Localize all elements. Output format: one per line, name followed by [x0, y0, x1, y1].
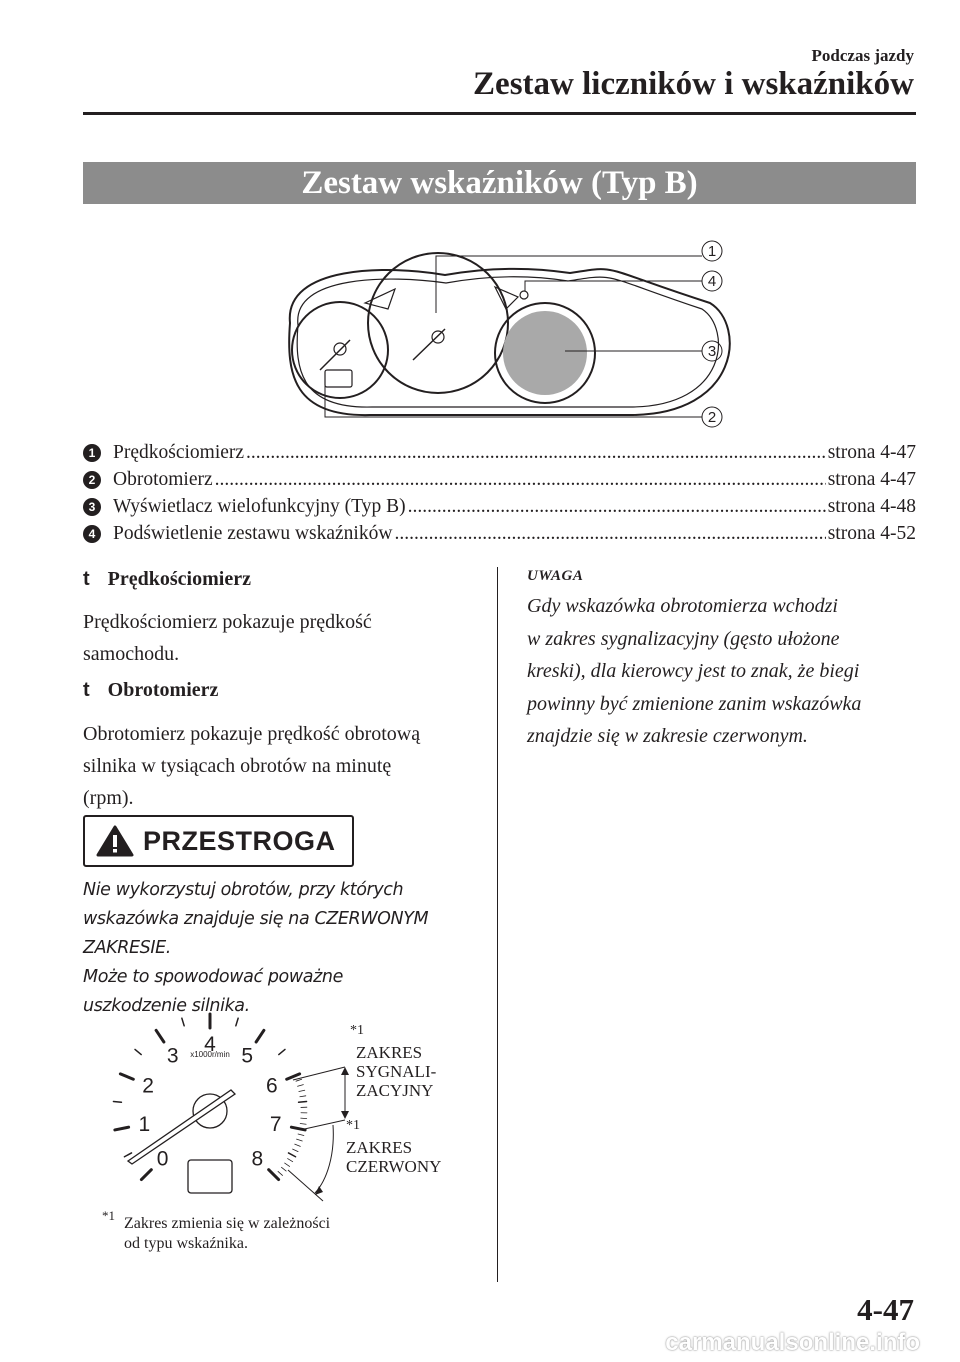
text-line: kreski), dla kierowcy jest to znak, że biegi: [527, 660, 860, 682]
text-line: w zakres sygnalizacyjny (gęsto ułożone: [527, 627, 840, 650]
tacho-number-4: 4: [204, 1033, 216, 1056]
toc-leader-dots: [215, 469, 826, 491]
text-line: (rpm).: [83, 787, 134, 809]
heading-speedometer: [83, 568, 251, 591]
speedometer-needle: [413, 329, 445, 360]
tacho-number-8: 8: [251, 1147, 264, 1171]
warning-triangle-icon: [95, 824, 135, 858]
signal-range-mark: *1: [350, 1023, 364, 1038]
callout-3: 3: [707, 343, 717, 360]
callout-2: 2: [707, 409, 717, 426]
tacho-signal-tick: [281, 1167, 286, 1171]
tacho-unit: x1000r/min: [190, 1050, 230, 1059]
heading-tachometer: [83, 679, 218, 702]
toc-number: 3: [83, 498, 101, 516]
instrument-cluster-illustration: [270, 225, 750, 440]
leader-line-4: [525, 281, 702, 291]
signal-range-label: [356, 1043, 436, 1100]
text-line: Może to spowodować poważne: [83, 967, 343, 987]
callout-1: 1: [707, 243, 717, 260]
toc-leader-dots: [394, 523, 825, 545]
text-line: Gdy wskazówka obrotomierza wchodzi: [527, 595, 838, 617]
tacho-major-tick: [120, 1074, 133, 1079]
illumination-lamp: [520, 291, 528, 299]
toc-item-tachometer: [83, 469, 916, 491]
gauge-edge-line: [288, 1170, 323, 1201]
tacho-signal-tick: [288, 1159, 293, 1162]
tacho-number-1: 1: [138, 1113, 151, 1137]
tacho-minor-tick: [279, 1049, 285, 1054]
tacho-minor-tick: [135, 1049, 141, 1054]
text-line: samochodu.: [83, 643, 180, 665]
text-line: Nie wykorzystuj obrotów, przy których: [83, 880, 404, 900]
tacho-major-tick: [156, 1030, 164, 1042]
text-line: ZAKRESIE.: [83, 938, 171, 958]
tachometer-illustration: [95, 1005, 475, 1210]
watermark: carmanualsonline.info: [665, 1329, 920, 1356]
leader-line-2: [325, 375, 702, 417]
footnote-text: [124, 1214, 330, 1254]
note-title: UWAGA: [527, 568, 584, 584]
tacho-signal-tick: [298, 1085, 304, 1087]
heading-bullet: t: [83, 568, 90, 590]
toc-leader-dots: [246, 442, 826, 464]
red-range-mark: *1: [346, 1118, 360, 1133]
tacho-minor-tick: [124, 1153, 131, 1157]
note-text: [527, 590, 917, 753]
tacho-number-7: 7: [269, 1113, 282, 1137]
toc-label: Wyświetlacz wielofunkcyjny (Typ B): [113, 496, 406, 517]
tacho-signal-tick: [290, 1154, 295, 1157]
multi-info-display: [503, 311, 587, 395]
text-line: wskazówka znajduje się na CZERWONYM: [83, 909, 429, 929]
tacho-signal-tick: [298, 1134, 304, 1136]
toc-page-ref: strona 4-47: [827, 469, 916, 490]
caution-box: [83, 815, 354, 867]
text-line: CZERWONY: [346, 1157, 442, 1176]
text-line: Zakres zmienia się w zależności: [124, 1215, 331, 1232]
tacho-major-tick: [141, 1170, 151, 1180]
toc-number: 4: [83, 525, 101, 543]
text-line: uszkodzenie silnika.: [83, 996, 250, 1016]
text-line: znajdzie się w zakresie czerwonym.: [527, 725, 808, 747]
toc-page-ref: strona 4-47: [827, 442, 916, 463]
toc-item-illumination: [83, 523, 916, 545]
tacho-number-6: 6: [266, 1074, 278, 1098]
tacho-signal-tick: [295, 1144, 301, 1146]
header-rule: [83, 112, 916, 115]
text-line: od typu wskaźnika.: [124, 1235, 248, 1252]
speedometer-needle-hub: [432, 331, 444, 343]
text-line: Obrotomierz pokazuje prędkość obrotową: [83, 723, 421, 745]
heading-text: Prędkościomierz: [107, 568, 251, 590]
red-range-line: [300, 1120, 345, 1130]
tacho-major-tick: [256, 1030, 264, 1042]
red-range-label: [346, 1138, 441, 1176]
column-divider: [497, 567, 498, 1282]
section-banner: Zestaw wskaźników (Typ B): [83, 162, 916, 204]
paragraph-tachometer: [83, 718, 420, 814]
text-line: ZACYJNY: [356, 1081, 434, 1100]
callout-4: 4: [707, 273, 717, 290]
text-line: powinny być zmienione zanim wskazówka: [527, 692, 862, 715]
tacho-number-0: 0: [156, 1147, 169, 1171]
chapter-title: Zestaw liczników i wskaźników: [473, 66, 914, 102]
toc-item-speedometer: [83, 442, 916, 464]
caution-text: [83, 876, 503, 1021]
footnote-mark: *1: [102, 1208, 115, 1223]
tacho-number-2: 2: [142, 1074, 154, 1098]
section-label: Podczas jazdy: [811, 46, 914, 65]
text-line: ZAKRES: [356, 1043, 423, 1062]
tachometer-display: [325, 370, 352, 387]
caution-title: PRZESTROGA: [143, 825, 336, 856]
tacho-signal-tick: [297, 1139, 303, 1141]
tacho-signal-tick: [278, 1171, 282, 1175]
tacho-number-5: 5: [241, 1044, 254, 1068]
paragraph-speedometer: [83, 606, 372, 670]
text-line: Prędkościomierz pokazuje prędkość: [83, 611, 372, 633]
red-range-arc: [315, 1125, 333, 1193]
heading-bullet: t: [83, 679, 90, 701]
toc-label: Obrotomierz: [113, 469, 213, 490]
text-line: SYGNALI-: [356, 1062, 437, 1081]
text-line: silnika w tysiącach obrotów na minutę: [83, 755, 392, 777]
toc-number: 1: [83, 444, 101, 462]
tacho-minor-tick: [236, 1018, 238, 1026]
tacho-signal-tick: [300, 1123, 306, 1124]
toc-page-ref: strona 4-48: [827, 496, 916, 517]
toc-item-multi-display: [83, 496, 916, 518]
tacho-signal-tick: [299, 1090, 305, 1091]
tachometer-needle: [320, 340, 350, 370]
tacho-minor-tick: [113, 1101, 121, 1102]
text-line: ZAKRES: [346, 1138, 413, 1157]
toc-label: Podświetlenie zestawu wskaźników: [113, 523, 393, 544]
tacho-signal-tick: [285, 1163, 290, 1166]
tacho-minor-tick: [182, 1018, 184, 1026]
arrow-head-red: [315, 1186, 323, 1195]
heading-text: Obrotomierz: [107, 679, 219, 701]
tacho-number-3: 3: [166, 1044, 179, 1068]
tacho-major-tick: [115, 1127, 129, 1130]
toc-page-ref: strona 4-52: [827, 523, 916, 544]
toc-leader-dots: [408, 496, 826, 518]
tacho-lcd: [188, 1160, 232, 1193]
toc-number: 2: [83, 471, 101, 489]
tacho-signal-tick: [300, 1096, 306, 1097]
page-number: 4-47: [857, 1292, 914, 1327]
tacho-signal-tick: [293, 1149, 298, 1152]
toc-label: Prędkościomierz: [113, 442, 245, 463]
